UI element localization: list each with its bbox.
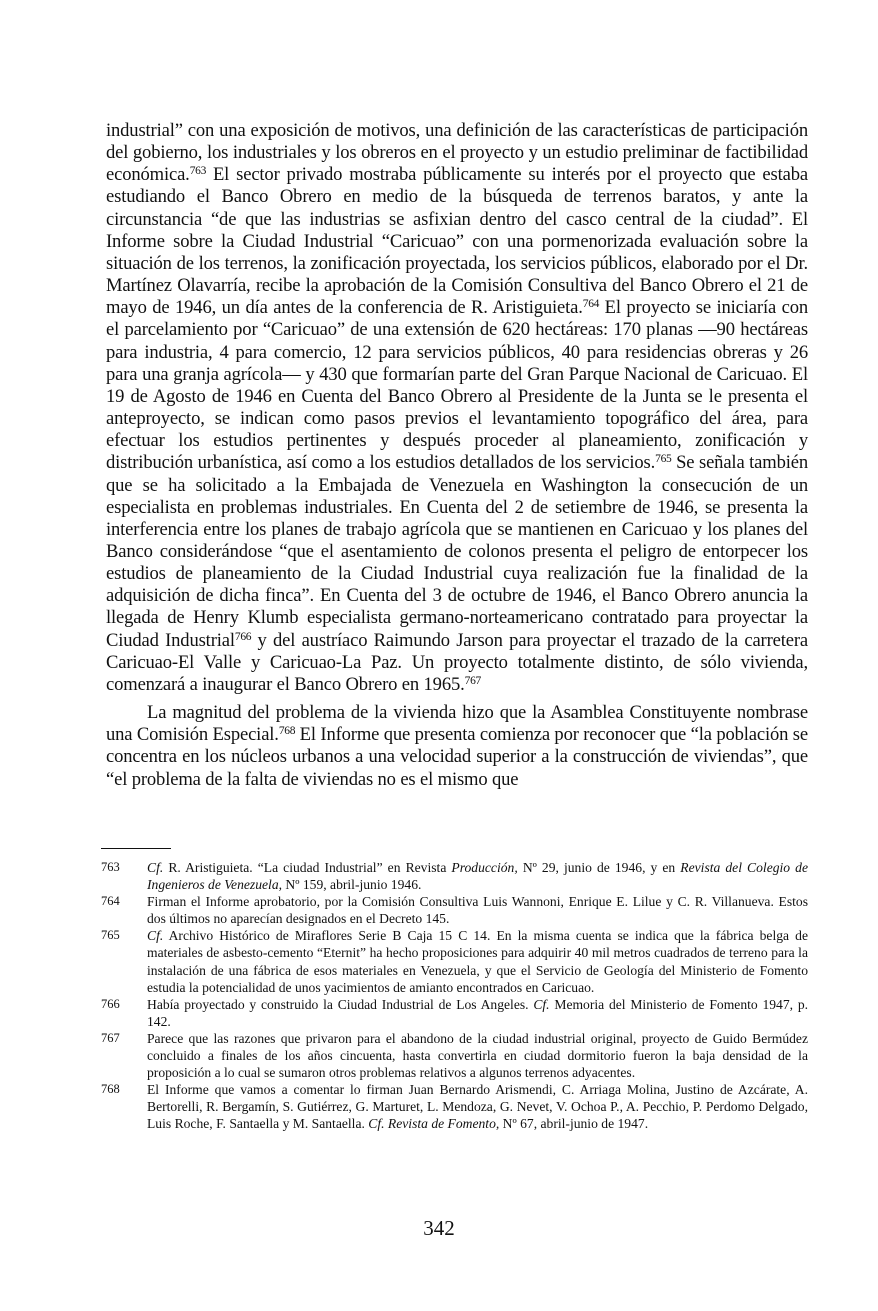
footnote-reference[interactable]: 763 [189,165,207,178]
main-text-body [106,120,808,791]
footnote-italic-text: Producción, [451,860,518,875]
footnote-item [101,893,808,927]
footnote-reference[interactable]: 764 [582,298,600,311]
footnotes-section [101,859,808,1133]
footnote-plain-text: R. Aristiguieta. “La ciudad Industrial” en Revista [163,860,452,875]
footnote-italic-text: Cf. [147,928,164,944]
footnote-number: 768 [101,1082,120,1097]
paragraph-text: Se señala también que se ha solicitado a la Embajada de Venezuela en Washington la consecución de un especialista en problemas industriales. En Cuenta del 2 de setiembre de 1946, se presenta la interferencia entre los planes de trabajo agrícola que se mantienen en Caricuao y los planes del Banco considerándose “que el asentamiento de colonos presenta el peligro de entorpecer los estudios de planeamiento de la Ciudad Industrial cuya realización fue la finalidad de la adquisición de dicha finca”. En Cuenta del 3 de octubre de 1946, el Banco Obrero anuncia la llegada de Henry Klumb especialista germano-norteamericano contratado para proyectar la Ciudad Industrial [106,452,808,651]
footnote-number: 763 [101,860,120,874]
footnote-text [147,860,808,892]
footnote-plain-text: Parece que las razones que privaron para el abandono de la ciudad industrial original, proyecto de Guido Bermúdez concluido a finales de los años cincuenta, hasta convertirla en ciudad dormitorio fueron la baja densidad de la proposición a lo cual se sumaron otros problemas relativos a algunos terrenos adyacentes. [147,1030,808,1081]
footnote-text [147,997,808,1029]
footnote-plain-text: Nº 67, abril-junio de 1947. [499,1116,649,1132]
footnote-number: 764 [101,894,120,909]
footnote-text [147,1082,808,1131]
footnote-italic-text: Revista del Colegio de Ingenieros de Venezuela, [147,860,808,893]
footnote-item [101,859,808,893]
page-number: 342 [423,1216,455,1240]
footnote-text [147,1031,808,1080]
footnote-reference[interactable]: 766 [234,630,252,643]
paragraph-text: El proyecto se iniciaría con el parcelamiento por “Caricuao” de una extensión de 620 hectáreas: 170 planas —90 hectáreas para industria, 4 para comercio, 12 para servicios públicos, 40 para residencias obreras y 26 para una granja agrícola— y 430 que formarían parte del Gran Parque Nacional de Caricuao. El 19 de Agosto de 1946 en Cuenta del Banco Obrero al Presidente de la Junta se le presenta el anteproyecto, se indican como pasos previos el levantamiento topográfico del área, para efectuar los estudios pertinentes y después proceder al planeamiento, zonificación y distribución urbanística, así como a los estudios detallados de los servicios. [106,297,808,474]
footnote-plain-text: Nº 29, junio de 1946, y en [517,860,681,875]
footnote-text [147,928,808,994]
footnote-item [101,927,808,995]
footnote-number: 765 [101,928,120,943]
footnote-plain-text: El Informe que vamos a comentar lo firman Juan Bernardo Arismendi, C. Arriaga Molina, Justino de Azcárate, A. Bertorelli, R. Bergamín, S. Gutiérrez, G. Marturet, L. Mendoza, G. Nevet, V. Ochoa P., A. Pecchio, P. Perdomo Delgado, Luis Roche, F. Santaella y M. Santaella. [147,1082,808,1132]
footnote-italic-text: Cf. Revista de Fomento, [368,1116,500,1132]
footnote-plain-text: Firman el Informe aprobatorio, por la Comisión Consultiva Luis Wannoni, Enrique E. Lilue y C. R. Villanueva. Estos dos últimos no aparecían designados en el Decreto 145. [147,894,808,927]
footnote-plain-text: Archivo Histórico de Miraflores Serie B Caja 15 C 14. En la misma cuenta se indica que la fábrica belga de materiales de asbesto-cemento “Eternit” ha hecho proposiciones para adquirir 40 mil metros cuadrados de terreno para la instalación de una fábrica de esos materiales en Venezuela, y que el Servicio de Geología del Ministerio de Fomento estudia la potencialidad de unos yacimientos de amianto encontrados en Caricuao. [147,928,808,995]
paragraph-text: El sector privado mostraba públicamente su interés por el proyecto que estaba estudiando el Banco Obrero en medio de la búsqueda de terrenos baratos, y ante la circunstancia “de que las industrias se asfixian dentro del casco central de la ciudad”. El Informe sobre la Ciudad Industrial “Caricuao” con una pormenorizada evaluación sobre la situación de los terrenos, la zonificación proyectada, los servicios públicos, elaborado por el Dr. Martínez Olavarría, recibe la aprobación de la Comisión Consultiva del Banco Obrero el 21 de mayo de 1946, un día antes de la conferencia de R. Aristiguieta. [106,164,808,319]
footnote-plain-text: Nº 159, abril-junio 1946. [282,877,422,893]
footnote-number: 766 [101,996,120,1011]
footnote-item [101,1030,808,1081]
footnote-italic-text: Cf. [147,860,164,875]
footnote-italic-text: Cf. [533,996,550,1012]
footnote-reference[interactable]: 767 [464,674,481,687]
footnote-number: 767 [101,1030,120,1045]
paragraph-text: industrial” con una exposición de motivos, una definición de las características de participación del gobierno, los industriales y los obreros en el proyecto y un estudio preliminar de factibilidad económica. [106,120,808,186]
footnote-separator-rule [101,848,171,849]
footnote-plain-text: Había proyectado y construido la Ciudad Industrial de Los Angeles. [147,996,534,1012]
paragraph-text: y del austríaco Raimundo Jarson para proyectar el trazado de la carretera Caricuao-El Valle y Caricuao-La Paz. Un proyecto totalmente distinto, de sólo vivienda, comenzará a inaugurar el Banco Obrero en 1965. [106,629,808,695]
footnote-text [147,894,808,926]
footnote-reference[interactable]: 765 [655,453,672,466]
body-paragraph [106,120,808,696]
paragraph-text: El Informe que presenta comienza por reconocer que “la población se concentra en los núcleos urbanos a una velocidad superior a la construcción de viviendas”, que “el problema de la falta de viviendas no es el mismo que [106,724,808,790]
footnote-reference[interactable]: 768 [278,725,296,738]
footnote-item [101,996,808,1030]
body-paragraph [106,702,808,791]
footnote-item [101,1081,808,1132]
paragraph-text: La magnitud del problema de la vivienda hizo que la Asamblea Constituyente nombrase una Comisión Especial. [106,702,808,746]
footnote-plain-text: Memoria del Ministerio de Fomento 1947, p. 142. [147,996,809,1029]
